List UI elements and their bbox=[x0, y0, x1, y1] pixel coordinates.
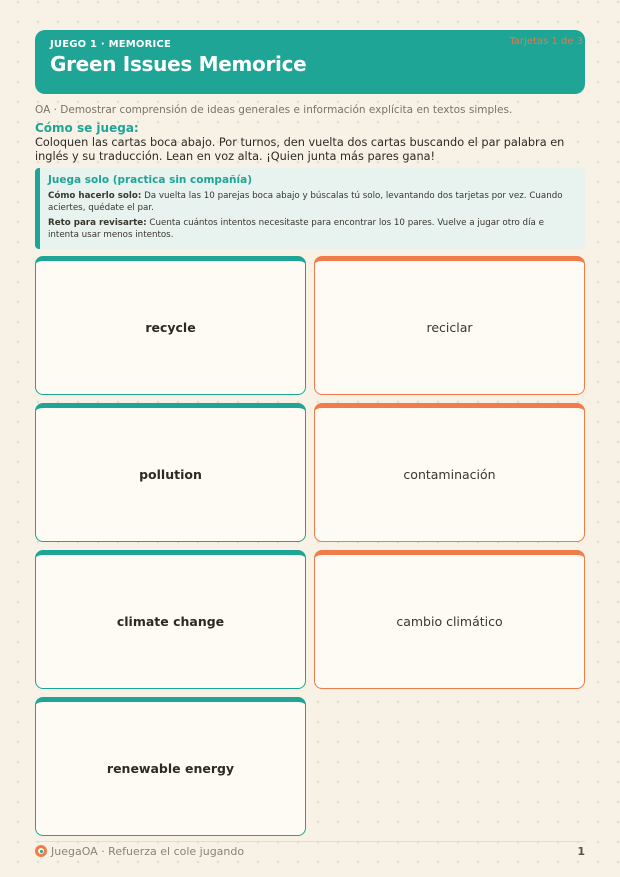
page-number: 1 bbox=[577, 844, 585, 858]
howto-text: Coloquen las cartas boca abajo. Por turnos, den vuelta dos cartas buscando el par palabra en inglés y su traducción. Lean en voz alta. ¡Quien junta más pares gana! bbox=[35, 136, 565, 163]
card-spanish-contaminacion[interactable]: contaminación bbox=[314, 403, 585, 542]
card-set-label: Tarjetas 1 de 3 bbox=[509, 36, 583, 47]
card-english-pollution[interactable]: pollution bbox=[35, 403, 306, 542]
footer bbox=[35, 843, 585, 859]
solo-title: Juega solo (practica sin compañía) bbox=[48, 174, 252, 186]
solo-review-text: Cuenta cuántos intentos necesitaste para encontrar los 10 pares. Vuelve a jugar otro día e intenta usar menos intentos. bbox=[48, 218, 544, 240]
howto-title: Cómo se juega: bbox=[35, 121, 139, 135]
game-kicker: JUEGO 1 · MEMORICE bbox=[50, 39, 172, 50]
card-english-recycle[interactable]: recycle bbox=[35, 256, 306, 395]
footer-divider bbox=[35, 841, 585, 842]
card-spanish-reciclar[interactable]: reciclar bbox=[314, 256, 585, 395]
brand-logo-icon bbox=[35, 845, 47, 857]
solo-how-paragraph bbox=[48, 190, 575, 214]
solo-play-box bbox=[35, 168, 585, 249]
card-spanish-cambio-climatico[interactable]: cambio climático bbox=[314, 550, 585, 689]
header-banner bbox=[35, 30, 585, 94]
solo-review-paragraph bbox=[48, 217, 575, 241]
card-english-renewable-energy[interactable]: renewable energy bbox=[35, 697, 306, 836]
solo-how-text: Da vuelta las 10 parejas boca abajo y búscalas tú solo, levantando dos tarjetas por vez. Cuando aciertes, quédate el par. bbox=[48, 191, 563, 213]
card-english-climate-change[interactable]: climate change bbox=[35, 550, 306, 689]
solo-review-label: Reto para revisarte: bbox=[48, 218, 147, 228]
footer-brand: JuegaOA · Refuerza el cole jugando bbox=[51, 844, 245, 858]
learning-objective: OA · Demostrar comprensión de ideas generales e información explícita en textos simples. bbox=[35, 104, 513, 116]
page-title: Green Issues Memorice bbox=[50, 52, 307, 76]
solo-how-label: Cómo hacerlo solo: bbox=[48, 191, 142, 201]
